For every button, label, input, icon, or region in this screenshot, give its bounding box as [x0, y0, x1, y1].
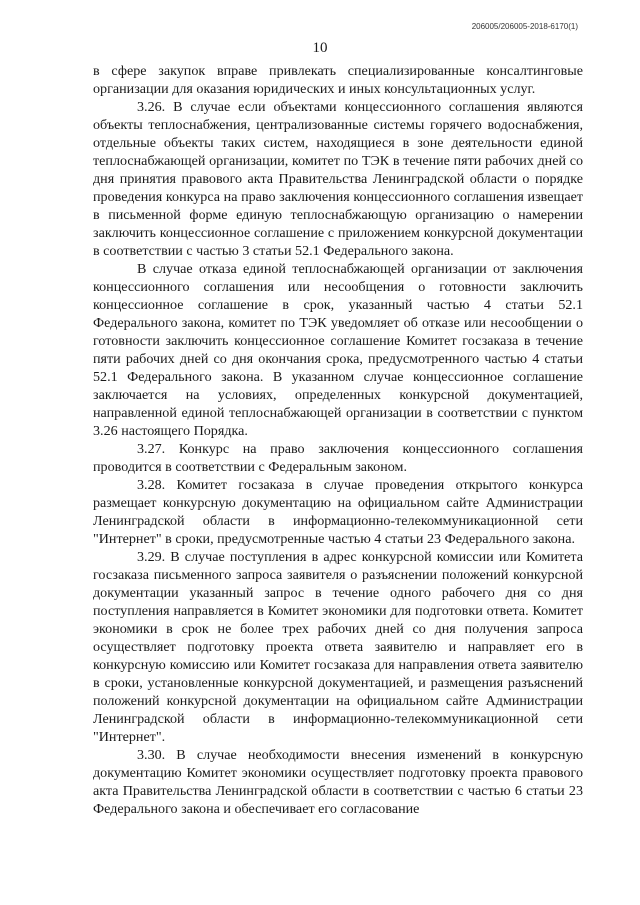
paragraph-3-27: 3.27. Конкурс на право заключения концессионного соглашения проводится в соответствии с Федеральным законом.	[93, 441, 583, 475]
paragraph-continuation: в сфере закупок вправе привлекать специализированные консалтинговые организации для оказания юридических и иных консультационных услуг.	[93, 63, 583, 97]
document-id: 206005/206005-2018-6170(1)	[471, 22, 578, 31]
paragraph-3-29: 3.29. В случае поступления в адрес конкурсной комиссии или Комитета госзаказа письменного запроса заявителя о разъяснении положений конкурсной документации указанный запрос в течение одного рабочего дня со дня поступления направляется в Комитет экономики для подготовки ответа. Комитет экономики в срок не более трех рабочих дней со дня получения запроса осуществляет подготовку проекта ответа заявителю и направляет его в конкурсную комиссию или Комитет госзаказа для направления ответа заявителю в сроки, установленные конкурсной документацией, и размещения разъяснений положений конкурсной документации на официальном сайте Администрации Ленинградской области в информационно-телекоммуникационной сети "Интернет".	[93, 549, 583, 745]
document-body	[93, 62, 583, 818]
paragraph-3-26: 3.26. В случае если объектами концессионного соглашения являются объекты теплоснабжения, централизованные системы горячего водоснабжения, отдельные объекты таких систем, находящиеся в зоне деятельности единой теплоснабжающей организации, комитет по ТЭК в течение пяти рабочих дней со дня принятия правового акта Правительства Ленинградской области о порядке проведения конкурса на право заключения концессионного соглашения извещает в письменной форме единую теплоснабжающую организацию о намерении заключить концессионное соглашение с приложением конкурсной документации в соответствии с частью 3 статьи 52.1 Федерального закона.	[93, 99, 583, 259]
page-number: 10	[312, 40, 328, 56]
paragraph-3-26-refusal: В случае отказа единой теплоснабжающей организации от заключения концессионного соглашения или несообщения о готовности заключить концессионное соглашение в срок, указанный частью 4 статьи 52.1 Федерального закона, комитет по ТЭК уведомляет об отказе или несообщении о готовности заключить концессионное соглашение Комитет госзаказа в течение пяти рабочих дней со дня окончания срока, предусмотренного частью 4 статьи 52.1 Федерального закона. В указанном случае концессионное соглашение заключается на условиях, определенных конкурсной документацией, направленной единой теплоснабжающей организации в соответствии с пунктом 3.26 настоящего Порядка.	[93, 261, 583, 439]
paragraph-3-28: 3.28. Комитет госзаказа в случае проведения открытого конкурса размещает конкурсную документацию на официальном сайте Администрации Ленинградской области в информационно-телекоммуникационной сети "Интернет" в сроки, предусмотренные частью 4 статьи 23 Федерального закона.	[93, 477, 583, 547]
paragraph-3-30: 3.30. В случае необходимости внесения изменений в конкурсную документацию Комитет экономики осуществляет подготовку проекта правового акта Правительства Ленинградской области в соответствии с частью 6 статьи 23 Федерального закона и обеспечивает его согласование	[93, 747, 583, 817]
